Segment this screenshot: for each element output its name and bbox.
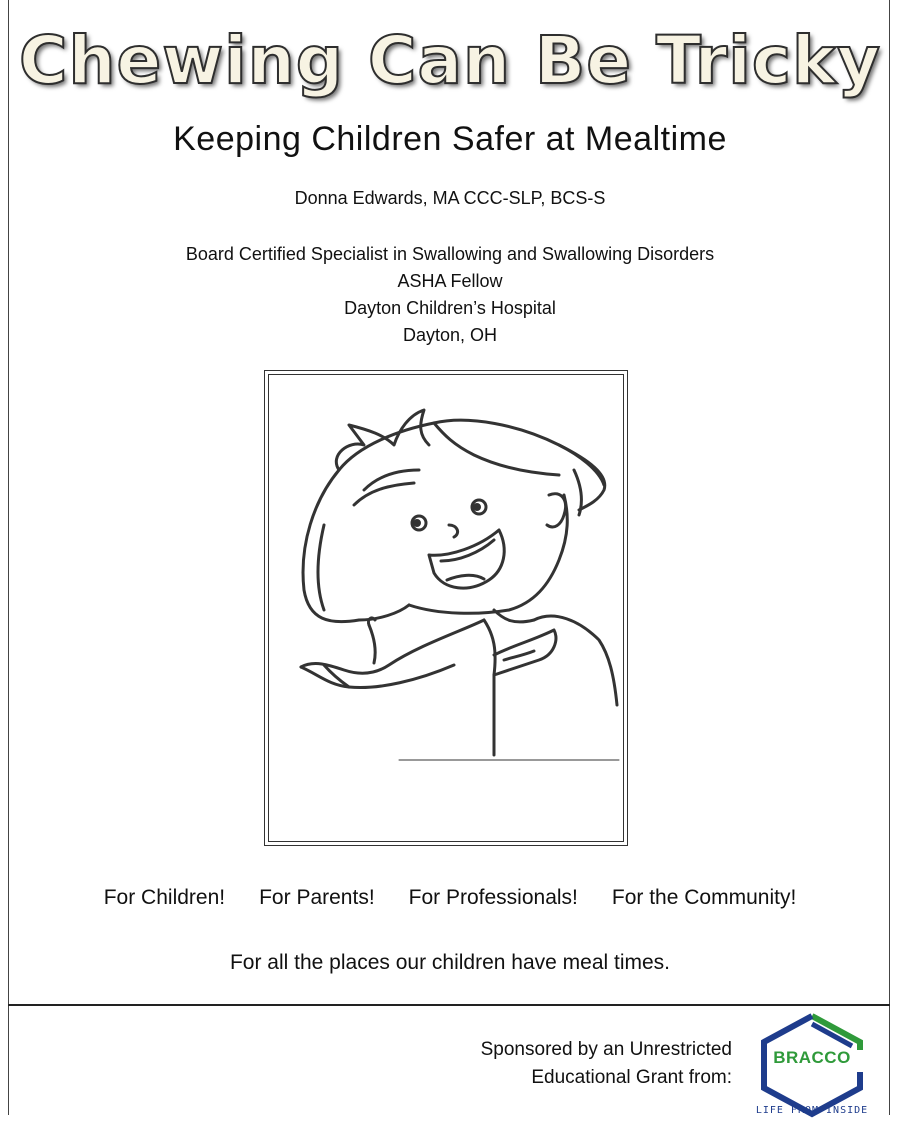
- child-cartoon-drawing-icon: [269, 375, 623, 841]
- sponsor-line: Sponsored by an Unrestricted: [480, 1039, 732, 1060]
- tagline: For all the places our children have meal times.: [229, 951, 671, 974]
- audience-item: For the Community!: [611, 886, 797, 909]
- logo-tagline: LIFE FROM INSIDE: [755, 1105, 869, 1116]
- credential-line: Board Certified Specialist in Swallowing and Swallowing Disorders: [185, 244, 715, 264]
- credentials-block: [0, 241, 900, 349]
- audience-item: For Professionals!: [408, 886, 578, 909]
- page-title: Chewing Can Be Tricky: [19, 22, 881, 99]
- page-subtitle: Keeping Children Safer at Mealtime: [173, 120, 727, 158]
- audiences-row: [0, 886, 900, 910]
- child-illustration-frame: [264, 370, 628, 846]
- sponsor-line: Educational Grant from:: [531, 1067, 732, 1088]
- audience-item: For Parents!: [259, 886, 375, 909]
- credential-line: Dayton Children’s Hospital: [344, 298, 556, 318]
- bracco-hexagon-icon: [752, 1010, 872, 1141]
- logo-wordmark: BRACCO: [773, 1048, 851, 1067]
- credential-line: Dayton, OH: [402, 325, 498, 345]
- footer-divider: [8, 1004, 890, 1006]
- bracco-logo: [752, 1010, 872, 1141]
- author-name: Donna Edwards, MA CCC-SLP, BCS-S: [294, 188, 606, 208]
- sponsor-text: [481, 1036, 732, 1092]
- credential-line: ASHA Fellow: [397, 271, 503, 291]
- audience-item: For Children!: [103, 886, 226, 909]
